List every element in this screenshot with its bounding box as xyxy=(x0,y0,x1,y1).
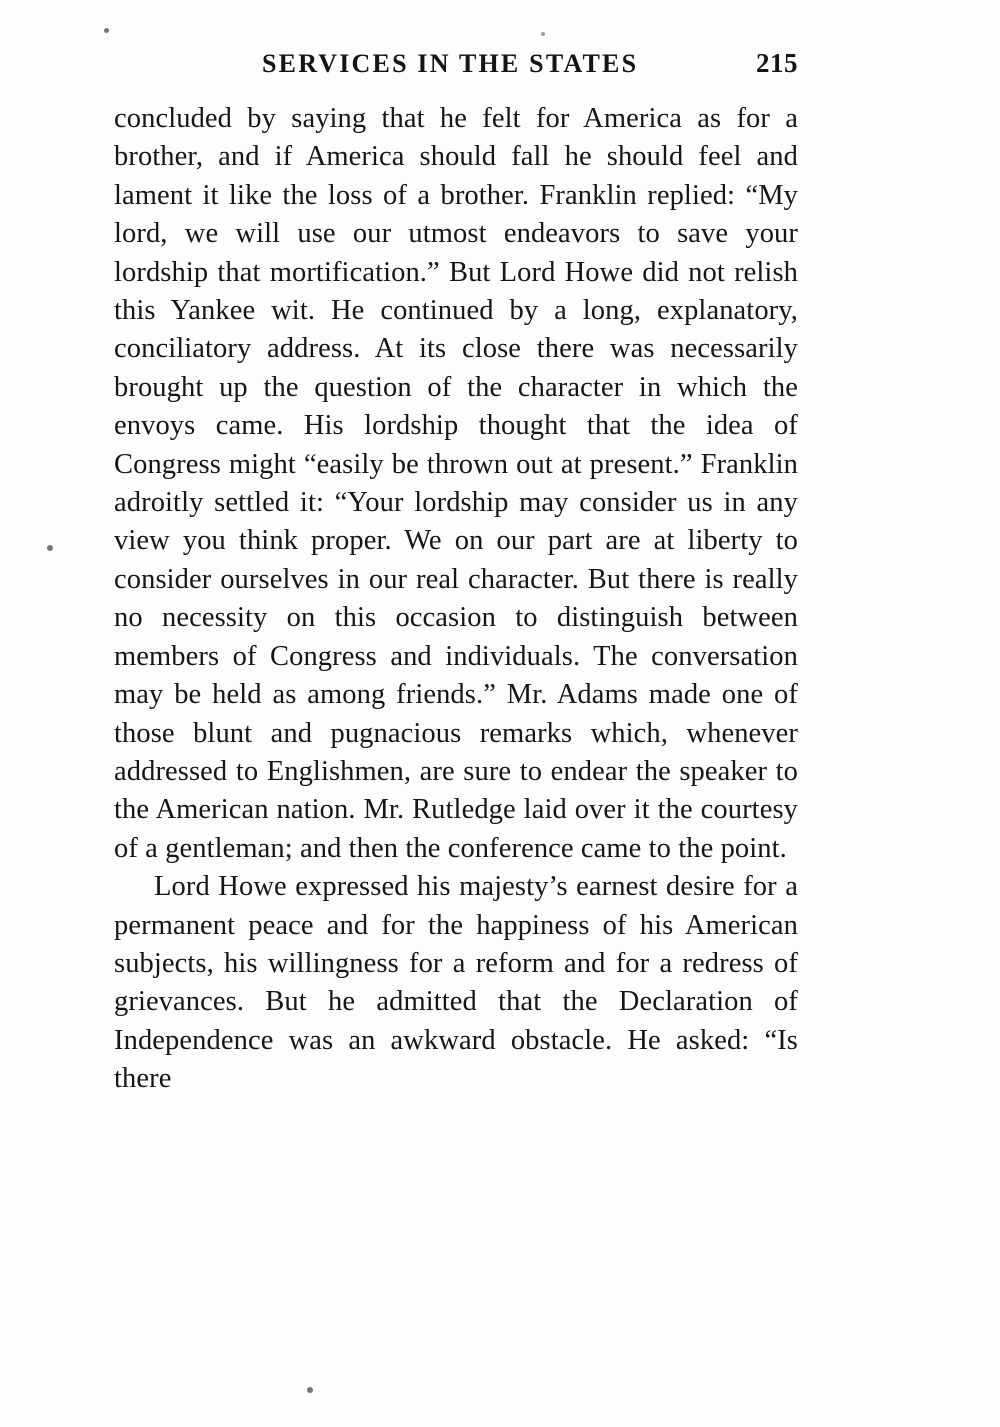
paragraph: Lord Howe expressed his majesty’s earnest desire for a permanent peace and for the happiness of his American subjects, his willingness for a reform and for a redress of grievances. But he admitted that the Declaration of Independence was an awkward obstacle. He asked: “Is there xyxy=(114,871,798,1095)
scan-speckle-icon xyxy=(307,1387,313,1393)
scan-speckle-icon xyxy=(47,545,53,551)
page-header xyxy=(114,48,798,79)
page-number: 215 xyxy=(756,48,798,78)
paragraph: concluded by saying that he felt for America as for a brother, and if America should fall he should feel and lament it like the loss of a brother. Franklin replied: “My lord, we will use our utmost endeavors to save your lordship that mortification.” But Lord Howe did not relish this Yankee wit. He continued by a long, explanatory, conciliatory address. At its close there was necessarily brought up the question of the character in which the envoys came. His lordship thought that the idea of Congress might “easily be thrown out at present.” Franklin adroitly settled it: “Your lordship may consider us in any view you think proper. We on our part are at liberty to consider ourselves in our real character. But there is really no necessity on this occasion to distinguish between members of Congress and individuals. The conversation may be held as among friends.” Mr. Adams made one of those blunt and pugnacious remarks which, whenever addressed to Englishmen, are sure to endear the speaker to the American nation. Mr. Rutledge laid over it the courtesy of a gentleman; and then the conference came to the point. xyxy=(114,103,798,864)
scan-speckle-icon xyxy=(541,32,545,36)
running-head: SERVICES IN THE STATES xyxy=(262,49,639,78)
scan-speckle-icon xyxy=(104,28,109,33)
page-body xyxy=(114,100,798,1099)
